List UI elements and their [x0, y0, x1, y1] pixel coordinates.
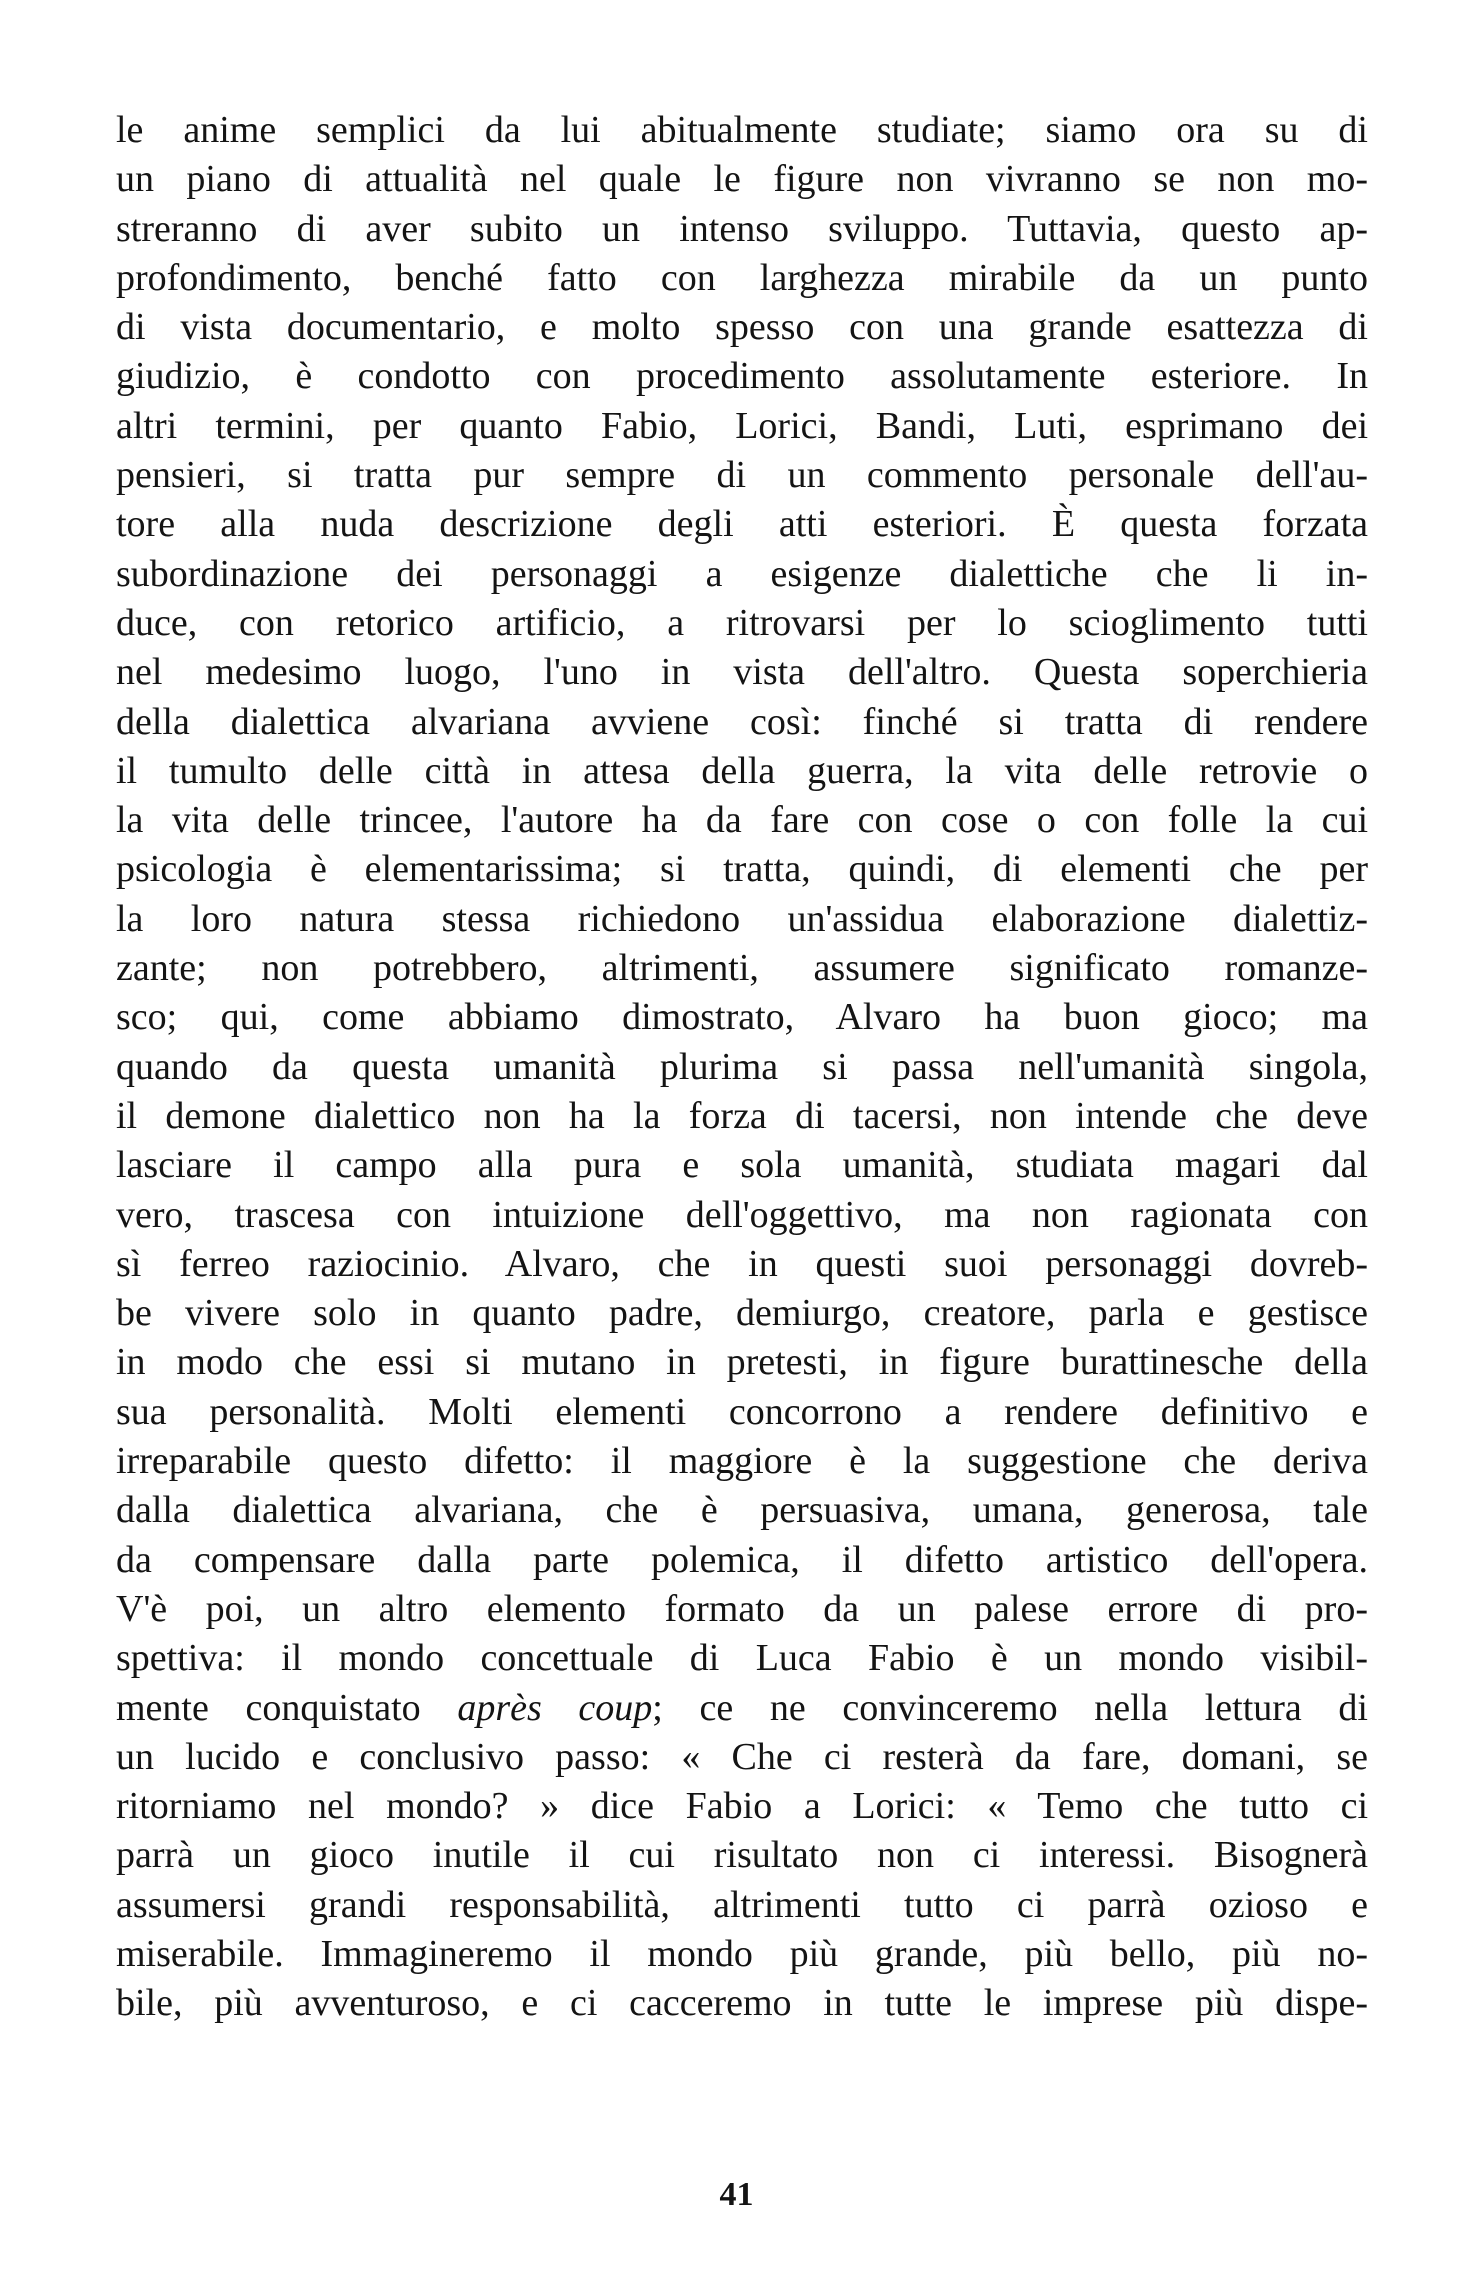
text-line: un lucido e conclusivo passo: « Che ci resterà da fare, domani, se	[116, 1735, 1368, 1778]
text-line: da compensare dalla parte polemica, il difetto artistico dell'opera.	[116, 1538, 1368, 1581]
text-line: assumersi grandi responsabilità, altrimenti tutto ci parrà ozioso e	[116, 1883, 1368, 1926]
text-line: altri termini, per quanto Fabio, Lorici, Bandi, Luti, esprimano dei	[116, 404, 1368, 447]
text-line: be vivere solo in quanto padre, demiurgo, creatore, parla e gestisce	[116, 1292, 1368, 1335]
text-line: giudizio, è condotto con procedimento assolutamente esteriore. In	[116, 355, 1368, 398]
text-line: sì ferreo raziocinio. Alvaro, che in questi suoi personaggi dovreb-	[116, 1242, 1368, 1285]
text-line: zante; non potrebbero, altrimenti, assumere significato romanze-	[116, 947, 1368, 990]
text-line: pensieri, si tratta pur sempre di un commento personale dell'au-	[116, 454, 1368, 497]
text-segment: mente conquistato	[116, 1686, 458, 1729]
text-line: streranno di aver subito un intenso sviluppo. Tuttavia, questo ap-	[116, 207, 1368, 250]
text-line: miserabile. Immagineremo il mondo più grande, più bello, più no-	[116, 1932, 1368, 1975]
page-number: 41	[719, 2176, 754, 2213]
text-line: la loro natura stessa richiedono un'assidua elaborazione dialettiz-	[116, 897, 1368, 940]
text-line: le anime semplici da lui abitualmente studiate; siamo ora su di	[116, 109, 1368, 151]
text-line: bile, più avventuroso, e ci cacceremo in tutte le imprese più dispe-	[116, 1982, 1368, 2025]
text-line: dalla dialettica alvariana, che è persuasiva, umana, generosa, tale	[116, 1489, 1368, 1532]
text-line: di vista documentario, e molto spesso con una grande esattezza di	[116, 306, 1368, 349]
text-line-with-italic	[116, 1684, 1368, 1733]
text-line: nel medesimo luogo, l'uno in vista dell'altro. Questa soperchieria	[116, 651, 1368, 694]
body-text	[116, 106, 1368, 2029]
text-line: quando da questa umanità plurima si passa nell'umanità singola,	[116, 1045, 1368, 1088]
text-line: il demone dialettico non ha la forza di tacersi, non intende che deve	[116, 1094, 1368, 1137]
text-line: il tumulto delle città in attesa della guerra, la vita delle retrovie o	[116, 749, 1368, 792]
italic-phrase: après coup	[457, 1686, 653, 1729]
text-line: duce, con retorico artificio, a ritrovarsi per lo scioglimento tutti	[116, 601, 1368, 644]
text-line: subordinazione dei personaggi a esigenze dialettiche che li in-	[116, 552, 1368, 595]
text-line: della dialettica alvariana avviene così: finché si tratta di rendere	[116, 700, 1368, 743]
text-segment: ; ce ne convinceremo nella lettura di	[652, 1686, 1368, 1729]
text-line: sco; qui, come abbiamo dimostrato, Alvaro ha buon gioco; ma	[116, 996, 1368, 1039]
text-line: psicologia è elementarissima; si tratta, quindi, di elementi che per	[116, 848, 1368, 891]
text-line: V'è poi, un altro elemento formato da un palese errore di pro-	[116, 1587, 1368, 1630]
text-line: tore alla nuda descrizione degli atti esteriori. È questa forzata	[116, 503, 1368, 546]
text-line: profondimento, benché fatto con larghezza mirabile da un punto	[116, 256, 1368, 299]
text-line: parrà un gioco inutile il cui risultato non ci interessi. Bisognerà	[116, 1834, 1368, 1877]
text-line: ritorniamo nel mondo? » dice Fabio a Lorici: « Temo che tutto ci	[116, 1785, 1368, 1828]
text-line: un piano di attualità nel quale le figure non vivranno se non mo-	[116, 158, 1368, 201]
text-line: sua personalità. Molti elementi concorrono a rendere definitivo e	[116, 1390, 1368, 1433]
text-line: irreparabile questo difetto: il maggiore è la suggestione che deriva	[116, 1440, 1368, 1483]
text-line: la vita delle trincee, l'autore ha da fare con cose o con folle la cui	[116, 799, 1368, 842]
text-line: lasciare il campo alla pura e sola umanità, studiata magari dal	[116, 1144, 1368, 1187]
text-line: spettiva: il mondo concettuale di Luca Fabio è un mondo visibil-	[116, 1637, 1368, 1680]
text-line: in modo che essi si mutano in pretesti, in figure burattinesche della	[116, 1341, 1368, 1384]
text-line: vero, trascesa con intuizione dell'oggettivo, ma non ragionata con	[116, 1193, 1368, 1236]
